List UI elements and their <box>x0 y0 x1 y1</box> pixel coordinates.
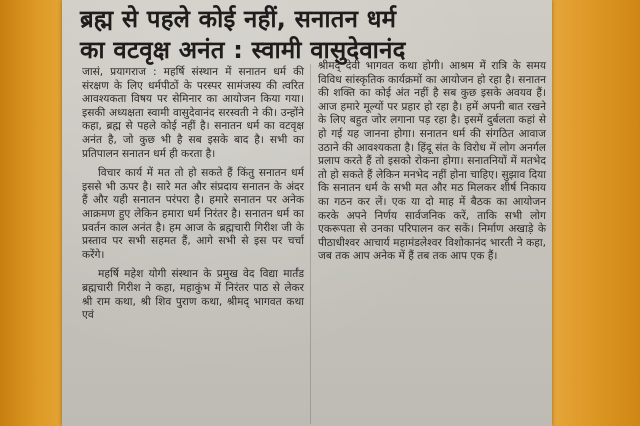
background-left <box>0 0 62 426</box>
left-paragraph-3: महर्षि महेश योगी संस्थान के प्रमुख वेद विद्या मार्तंड ब्रह्मचारी गिरीश ने कहा, महाकुंभ में निरंतर पाठ से लेकर श्री राम कथा, श्री शिव पुराण कथा, श्रीमद् भागवत कथा एवं <box>82 268 304 322</box>
left-paragraph-2: विचार कार्य में मत तो हो सकते हैं किंतु सनातन धर्म इससे भी ऊपर है। सारे मत और संप्रदाय सनातन के अंदर हैं और यही सनातन परंपरा है। हमारे सनातन पर अनेक आक्रमण हुए लेकिन हमारा धर्म निरंतर है। सनातन धर्म का प्रवर्तन काल अनंत है। हम आज के ब्रह्मचारी गिरीश जी के प्रस्ताव पर सभी सहमत हैं, आगे सभी से इस पर चर्चा करेंगे। <box>82 167 304 261</box>
headline-line-1: ब्रह्म से पहले कोई नहीं, सनातन धर्म <box>80 5 397 33</box>
column-divider <box>310 64 311 424</box>
background-right <box>552 0 640 426</box>
article-column-right <box>318 60 546 264</box>
newspaper-clipping <box>62 0 552 426</box>
headline <box>80 4 540 66</box>
headline-line-2: का वटवृक्ष अनंत : स्वामी वासुदेवानंद <box>80 36 406 64</box>
right-paragraph-1: श्रीमद् देवी भागवत कथा होगी। आश्रम में रात्रि के समय विविध सांस्कृतिक कार्यक्रमों का आयोजन हो रहा है। सनातन की शक्ति का कोई अंत नहीं है सब कुछ इसके अवयव हैं। आज हमारे मूल्यों पर प्रहार हो रहा है। हमें अपनी बात रखने के लिए बहुत जोर लगाना पड़ रहा है। इसमें दुर्बलता कहां से हो गई यह जानना होगा। सनातन धर्म की संगठित आवाज उठाने की आवश्यकता है। हिंदू संत के विरोध में लोग अनर्गल प्रलाप करते हैं तो इसको रोकना होगा। सनातनियों में मतभेद तो हो सकते हैं लेकिन मनभेद नहीं होना चाहिए। सुझाव दिया कि सनातन धर्म के सभी मत और मठ मिलकर शीर्ष निकाय का गठन कर लें। एक या दो माह में बैठक का आयोजन करके अपने निर्णय सार्वजनिक करें, ताकि सभी लोग एकरूपता से उनका परिपालन कर सकें। निर्माण अखाड़े के पीठाधीश्वर आचार्य महामंडलेश्वर विशोकानंद भारती ने कहा, जब तक आप अनेक में हैं तब तक आप एक हैं। <box>318 60 546 263</box>
left-paragraph-1: जासं, प्रयागराज : महर्षि संस्थान में सनातन धर्म की संरक्षण के लिए धर्मपीठों के परस्पर सामंजस्य की त्वरित आवश्यकता विषय पर सेमिनार का आयोजन किया गया। इसकी अध्यक्षता स्वामी वासुदेवानंद सरस्वती ने की। उन्होंने कहा, ब्रह्म से पहले कोई नहीं है। सनातन धर्म का वटवृक्ष अनंत है, जो कुछ भी है सब इसके बाद है। सभी का प्रतिपालन सनातन धर्म ही करता है। <box>82 66 304 160</box>
article-column-left <box>82 66 304 323</box>
